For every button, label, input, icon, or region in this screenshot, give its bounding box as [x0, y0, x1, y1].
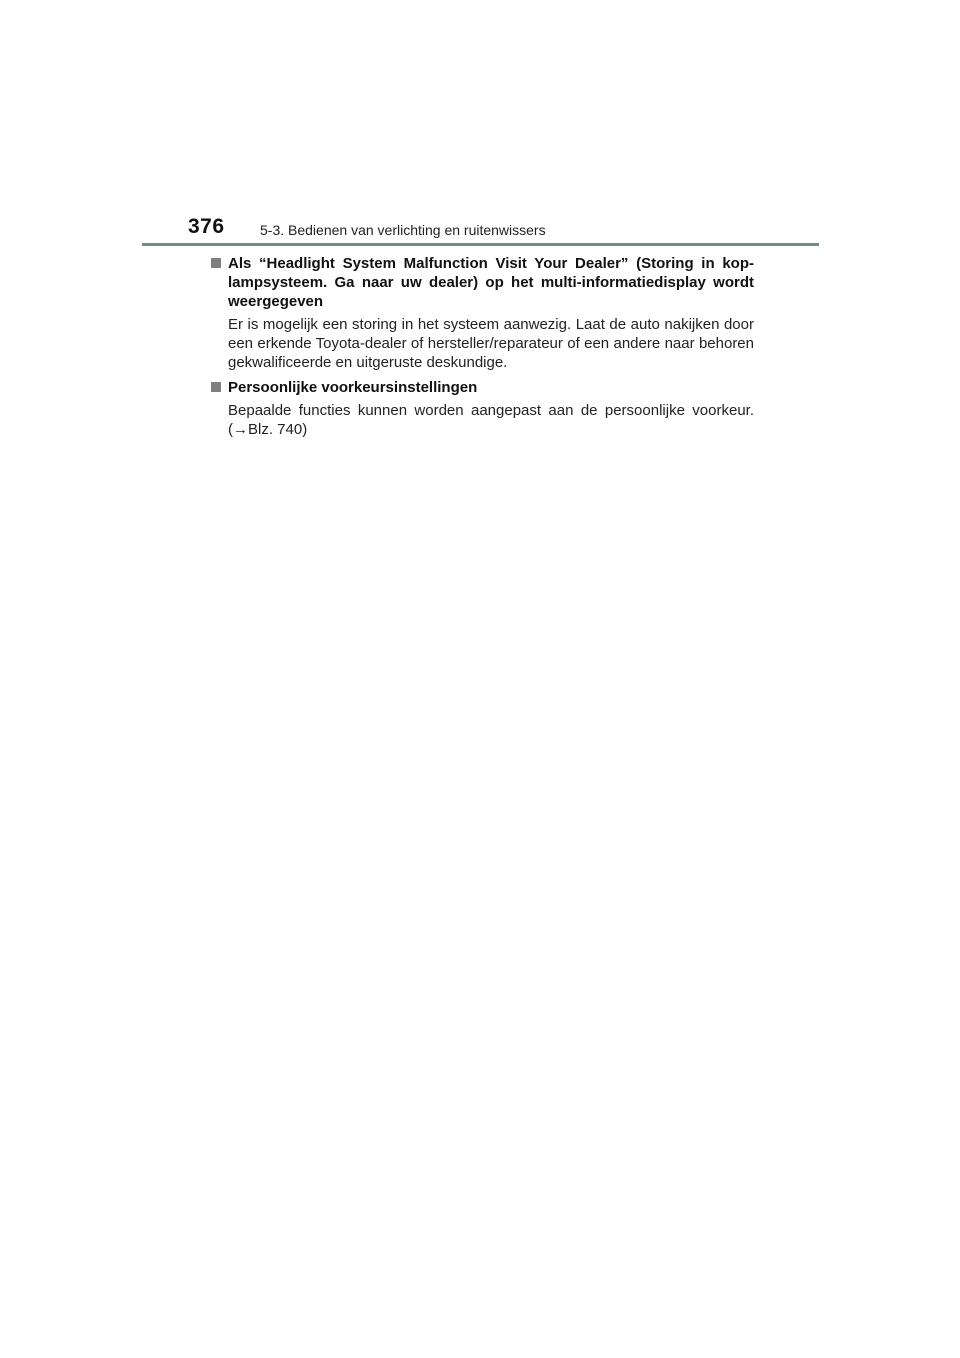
section-heading-text: Als “Headlight System Malfunction Visit Your Dealer” (Storing in kop-lampsysteem. Ga naar uw dealer) op het multi-informatiedisplay wordt weergegeven: [228, 255, 754, 310]
page-content: [210, 254, 754, 445]
header-rule: [142, 243, 819, 246]
section-heading-text: Persoonlijke voorkeursinstellingen: [228, 379, 478, 396]
section-body: Er is mogelijk een storing in het systeem aanwezig. Laat de auto nakijken door een erkende Toyota-dealer of hersteller/reparateur of een andere naar behoren gekwalificeerde en uitgeruste deskundige.: [228, 316, 754, 371]
square-bullet-icon: [211, 258, 221, 268]
section-headlight-malfunction: [210, 254, 754, 372]
section-heading: [210, 378, 754, 397]
section-heading: [210, 254, 754, 311]
section-body: Bepaalde functies kunnen worden aangepast aan de persoonlijke voorkeur. (→Blz. 740): [228, 402, 754, 438]
square-bullet-icon: [211, 382, 221, 392]
page-number: 376: [188, 215, 225, 238]
section-personal-settings: [210, 378, 754, 439]
section-title: 5-3. Bedienen van verlichting en ruitenwissers: [260, 222, 546, 238]
